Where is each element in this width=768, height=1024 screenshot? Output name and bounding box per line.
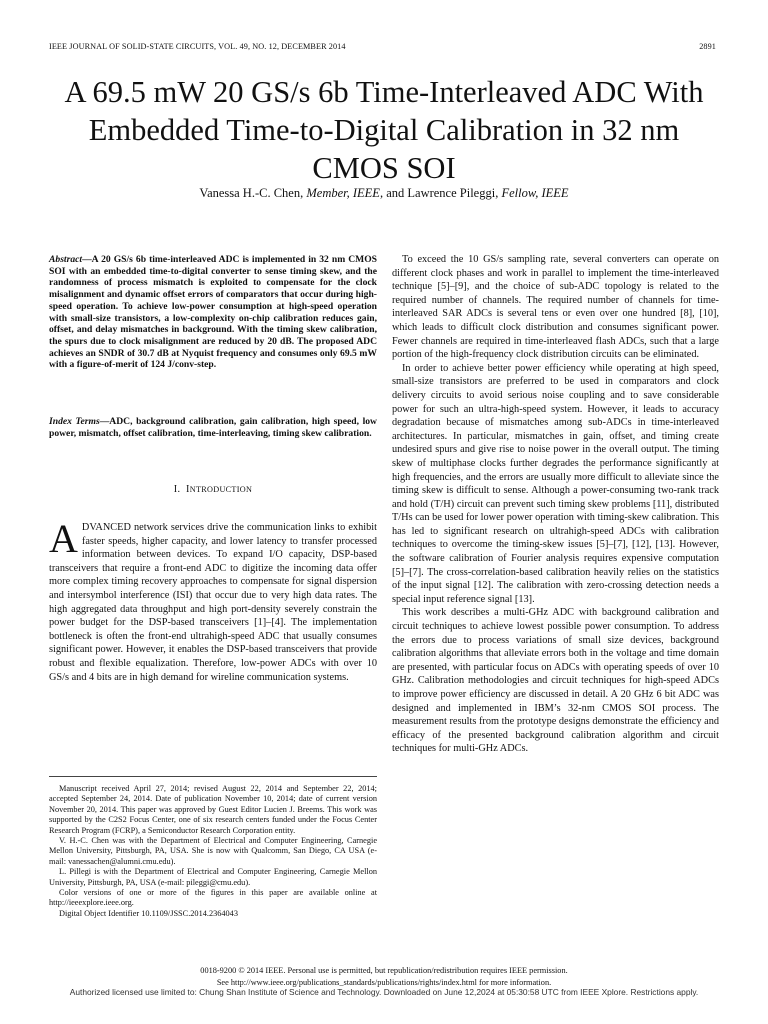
drop-cap: A (49, 516, 78, 561)
running-header: IEEE JOURNAL OF SOLID-STATE CIRCUITS, VOL. 49, NO. 12, DECEMBER 2014 (49, 42, 346, 51)
section-heading (49, 484, 377, 495)
footnote: Manuscript received April 27, 2014; revised August 22, 2014 and September 22, 2014; accepted September 24, 2014. Date of publication November 10, 2014; date of current version November 20, 2014. This paper was approved by Guest Editor Lucien J. Breems. This work was supported by the C2S2 Focus Center, one of six research centers funded under the Focus Center Research Program (FCRP), a Semiconductor Research Corporation entity. (49, 784, 377, 835)
author-membership: Member, IEEE, (306, 186, 384, 200)
footnote-divider (49, 776, 377, 777)
section-title-rest: NTRODUCTION (189, 485, 253, 494)
intro-paragraph (49, 516, 377, 684)
body-paragraph: To exceed the 10 GS/s sampling rate, several converters can operate on different clock phases and work in parallel to implement the time-interleaved technique [5]–[9], and the choice of sub-ADC topology is related to the required number of channels. The required number of channels for time-interleaved SAR ADCs is several tens or even over one hundred [8], [10], which leads to difficult clock distribution and consumes significant power. Fewer channels are required in time-interleaved flash ADCs, such that a large portion of the high-frequency clock distribution circuits can be eliminated. (392, 254, 719, 361)
abstract-text: —A 20 GS/s 6b time-interleaved ADC is implemented in 32 nm CMOS SOI with an embedded time-to-digital converter to sense timing skew, and the randomness of process mismatch is exploited to compensate for the clock misalignment and dynamic offset errors of comparators that occur during high-speed operation. To achieve low-power consumption at high-speed operation with small-size transistors, a low-complexity on-chip calibration reduces gain, offset, and delay mismatches in background. With the timing skew calibration, the spurs due to clock misalignment are reduced by 20 dB. The proposed ADC achieves an SNDR of 30.7 dB at Nyquist frequency and consumes only 69.5 mW with a figure-of-merit of 124 J/conv-step. (49, 254, 377, 371)
author-line (60, 186, 708, 201)
footnote: Digital Object Identifier 10.1109/JSSC.2014.2364043 (59, 908, 238, 918)
author-name: Vanessa H.-C. Chen, (199, 186, 304, 200)
footnotes (49, 784, 377, 919)
index-terms-text: —ADC, background calibration, gain calibration, high speed, low power, mismatch, offset calibration, time-interleaving, timing skew calibration. (49, 416, 377, 439)
intro-text: network services drive the communication links to exhibit faster speeds, higher capacity, and lower latency to transfer processed information between devices. To expand I/O capacity, DSP-based transceivers that require a front-end ADC to digitize the incoming data offer more complex timing recovery approaches to compensate for signal dispersion and intersymbol interference (ISI) that occur due to very high data rates. The high aggregated data throughput and high port-density severely constrain the power budget for the DSP-based transceivers [1]–[4]. The implementation bottleneck is often the front-end ultrahigh-speed ADC that usually consumes significant power. However, it enables the DSP-based transceivers that provide robust and flexible equalization. Therefore, low-power ADCs with over 10 GS/s and 4 bits are in high demand for wireline communication systems. (49, 522, 377, 683)
section-number: I. (173, 484, 181, 495)
page-number: 2891 (699, 42, 716, 51)
abstract-label: Abstract (49, 254, 83, 265)
footnote: Color versions of one or more of the figures in this paper are available online at http://ieeexplore.ieee.org. (49, 888, 377, 908)
rights-link[interactable]: See http://www.ieee.org/publications_standards/publications/rights/index.html for more information. (216, 978, 552, 987)
index-terms-label: Index Terms (49, 416, 100, 427)
paper-title: A 69.5 mW 20 GS/s 6b Time-Interleaved ADC With Embedded Time-to-Digital Calibration in 32 nm CMOS SOI (64, 75, 704, 185)
author-membership: Fellow, IEEE (501, 186, 569, 200)
right-column (392, 253, 719, 756)
index-terms (49, 416, 377, 439)
intro-first-word: DVANCED (81, 522, 131, 533)
author-name: Lawrence Pileggi, (407, 186, 499, 200)
body-paragraph: In order to achieve better power efficiency while operating at high speed, small-size transistors are preferred to be used in comparators and clock delivery circuits to avoid serious noise coupling and to save considerable power for such an ultra-high-speed system. However, it leads to accuracy degradation because of mismatches among sub-ADCs in time-interleaved architectures. In particular, mismatches in gain, offset, and timing create undesired spurs and give rise to noise power in the overall output. The timing skew of multiphase clocks further degrades the performance significantly at high frequencies, and the errors are usually more difficult to alleviate since the timing skew is difficult to sense. Although a power-consuming two-rank track and hold (T/H) circuit can prevent such timing skew problems [11], distributed T/Hs can be used for lower power operation with timing-skew calibration. This has led to significant research on ultrahigh-speed ADCs with calibration techniques to overcome the timing-skew issues [5]–[7], [12], [13]. However, the software calibration of Fourier analysis requires expensive computation [5]–[7]. The cross-correlation-based calibration heavily relies on the statistics of the input signal [12]. The calibration with zero-crossing detection needs a special input reference signal [13]. (392, 362, 719, 605)
section-title-initial: I (186, 484, 190, 495)
license-notice: Authorized licensed use limited to: Chung Shan Institute of Science and Technology. Downloaded on June 12,2024 at 05:30:58 UTC from IEEE Xplore. Restrictions apply. (69, 987, 699, 997)
footnote: L. Pillegi is with the Department of Electrical and Computer Engineering, Carnegie Mellon University, Pittsburgh, PA, USA (e-mail: pileggi@cmu.edu). (49, 867, 377, 887)
abstract (49, 254, 377, 371)
body-paragraph: This work describes a multi-GHz ADC with background calibration and circuit techniques to achieve lowest possible power consumption. To address the errors due to process variations of small size devices, background calibration algorithms that alleviate errors both in the voltage and time domain are presented, with particular focus on ADCs with operating speeds of over 10 GHz. Calibration methodologies and circuit techniques for high-speed ADCs to improve power efficiency are discussed in detail. A 20 GHz 6 bit ADC was designed and implemented in IBM’s 32-nm CMOS SOI process. The measurement results from the prototype designs demonstrate the efficiency and efficacy of the presented background calibration algorithm and circuit techniques for multi-GHz ADCs. (392, 607, 719, 755)
footnote: V. H.-C. Chen was with the Department of Electrical and Computer Engineering, Carnegie Mellon University, Pittsburgh, PA, USA. She is now with Qualcomm, San Diego, CA USA (e-mail: vanessachen@alumni.cmu.edu). (49, 836, 377, 866)
author-conjunction: and (386, 186, 405, 200)
copyright-notice: 0018-9200 © 2014 IEEE. Personal use is permitted, but republication/redistribution requires IEEE permission. (200, 966, 568, 975)
